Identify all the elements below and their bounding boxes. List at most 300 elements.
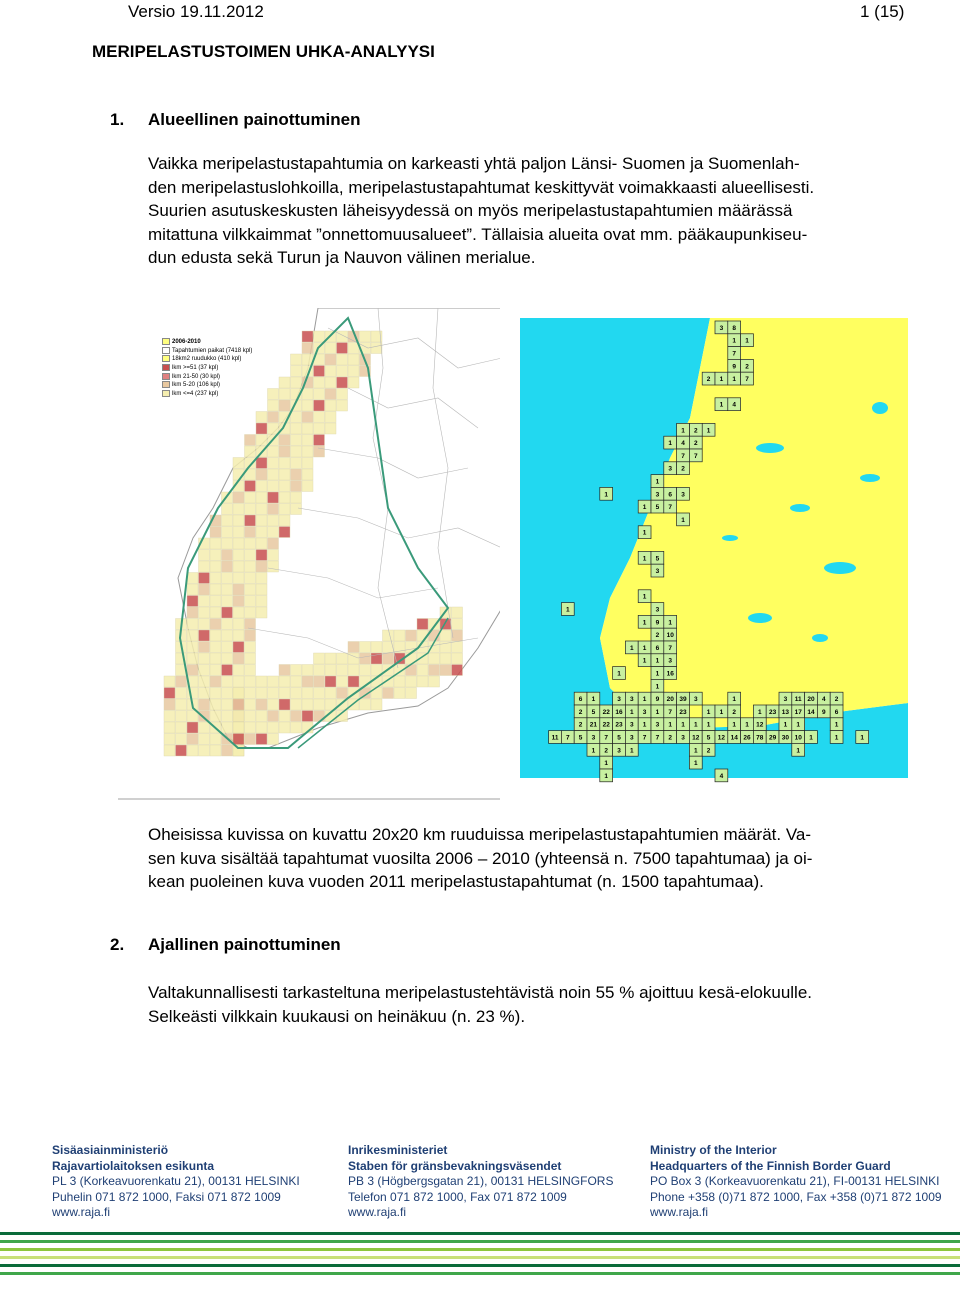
grid-cell (164, 699, 175, 710)
cell-count: 16 (666, 670, 674, 678)
grid-cell (440, 665, 451, 676)
grid-cell (256, 676, 267, 687)
grid-cell (452, 642, 463, 653)
grid-cell (210, 573, 221, 584)
grid-cell (268, 561, 279, 572)
cell-count: 3 (783, 696, 788, 704)
grid-cell (302, 331, 313, 342)
cell-count: 3 (591, 734, 596, 742)
cell-count: 7 (668, 644, 673, 652)
cell-count: 2 (681, 465, 685, 473)
section-1-heading (110, 110, 361, 130)
cell-count: 1 (642, 555, 647, 563)
grid-cell (199, 676, 210, 687)
cell-count: 5 (578, 734, 583, 742)
legend-item (162, 355, 282, 364)
cell-count: 7 (642, 734, 647, 742)
grid-cell (210, 584, 221, 595)
cell-count: 1 (693, 747, 698, 755)
footer-column-fi (52, 1143, 300, 1221)
grid-cell (302, 423, 313, 434)
cell-count: 6 (834, 708, 839, 716)
map-legend (162, 338, 282, 399)
grid-cell (302, 481, 313, 492)
footer-address: PL 3 (Korkeavuorenkatu 21), 00131 HELSINKI (52, 1174, 300, 1188)
grid-cell (268, 734, 279, 745)
grid-cell (325, 400, 336, 411)
grid-cell (199, 734, 210, 745)
cell-count: 1 (629, 747, 634, 755)
grid-cell (291, 469, 302, 480)
footer-stripe (0, 1272, 960, 1275)
footer-phone: Telefon 071 872 1000, Fax 071 872 1009 (348, 1189, 567, 1204)
cell-count: 2 (578, 708, 583, 716)
grid-cell (314, 412, 325, 423)
grid-cell (233, 665, 244, 676)
cell-count: 1 (629, 644, 634, 652)
grid-cell (187, 642, 198, 653)
cell-count: 3 (655, 721, 660, 729)
grid-cell (314, 665, 325, 676)
grid-cell (452, 619, 463, 630)
grid-cell (199, 584, 210, 595)
cell-count: 1 (604, 760, 609, 768)
footer-address: PB 3 (Högbergsgatan 21), 00131 HELSINGFORS (348, 1174, 614, 1188)
cell-count: 1 (642, 696, 647, 704)
cell-count: 1 (732, 721, 737, 729)
cell-count: 1 (757, 708, 762, 716)
grid-cell (279, 515, 290, 526)
grid-cell (187, 630, 198, 641)
grid-cell (222, 699, 233, 710)
grid-cell (256, 596, 267, 607)
section-2-heading (110, 935, 341, 955)
legend-label: lkm 5-20 (106 kpl) (172, 382, 221, 389)
cell-count: 1 (706, 427, 711, 435)
grid-cell (222, 561, 233, 572)
grid-cell (199, 642, 210, 653)
cell-count: 3 (681, 491, 685, 499)
cell-count: 12 (692, 734, 700, 742)
cell-count: 1 (565, 606, 570, 614)
grid-cell (210, 550, 221, 561)
cell-count: 7 (732, 350, 737, 358)
page-number: 1 (15) (860, 2, 905, 21)
grid-cell (222, 607, 233, 618)
cell-count: 1 (809, 734, 813, 742)
grid-cell (337, 331, 348, 342)
figure-caption (148, 823, 918, 894)
cell-count: 6 (668, 491, 673, 499)
cell-count: 2 (745, 363, 749, 371)
cell-count: 4 (681, 440, 685, 448)
cell-count: 1 (834, 721, 839, 729)
caption-line: Oheisissa kuvissa on kuvattu 20x20 km ruuduissa meripelastustapahtumien määrät. Va- (148, 825, 812, 844)
cell-count: 22 (602, 708, 610, 716)
cell-count: 1 (706, 721, 711, 729)
cell-count: 1 (642, 644, 647, 652)
grid-cell (268, 527, 279, 538)
grid-cell (210, 619, 221, 630)
cell-count: 23 (768, 708, 777, 716)
cell-count: 1 (796, 747, 801, 755)
grid-cell (199, 722, 210, 733)
cell-count: 3 (629, 696, 634, 704)
grid-cell (187, 665, 198, 676)
grid-cell (279, 400, 290, 411)
grid-cell (337, 343, 348, 354)
cell-count: 4 (821, 696, 826, 704)
footer-web-link[interactable]: www.raja.fi (348, 1205, 407, 1219)
grid-cell (233, 619, 244, 630)
cell-count: 1 (668, 440, 673, 448)
grid-cell (210, 596, 221, 607)
grid-cell (302, 400, 313, 411)
cell-count: 1 (642, 529, 647, 537)
footer-column-sv (348, 1143, 613, 1221)
footer-phone: Phone +358 (0)71 872 1000, Fax +358 (0)71 872 1009 (650, 1189, 942, 1204)
grid-cell (222, 619, 233, 630)
grid-cell (245, 573, 256, 584)
grid-cell (291, 676, 302, 687)
grid-cell (176, 722, 187, 733)
grid-cell (302, 446, 313, 457)
grid-cell (222, 711, 233, 722)
cell-count: 3 (642, 708, 647, 716)
cell-count: 1 (719, 708, 724, 716)
cell-count: 20 (807, 696, 815, 704)
grid-cell (210, 734, 221, 745)
grid-cell (302, 458, 313, 469)
grid-cell (302, 699, 313, 710)
grid-cell (302, 711, 313, 722)
grid-cell (233, 573, 244, 584)
cell-count: 13 (781, 708, 790, 716)
cell-count: 9 (655, 696, 660, 704)
cell-count: 1 (745, 337, 749, 345)
section-2-paragraph (148, 981, 918, 1028)
grid-cell (233, 550, 244, 561)
grid-cell (256, 458, 267, 469)
grid-cell (245, 711, 256, 722)
grid-cell (256, 550, 267, 561)
grid-cell (268, 458, 279, 469)
cell-count: 5 (655, 504, 660, 512)
cell-count: 2 (706, 747, 711, 755)
grid-cell (279, 469, 290, 480)
grid-cell (199, 699, 210, 710)
cell-count: 1 (604, 491, 609, 499)
grid-cell (291, 688, 302, 699)
cell-count: 7 (604, 734, 609, 742)
grid-cell (268, 711, 279, 722)
footer-org: Ministry of the Interior (650, 1143, 777, 1157)
cell-count: 3 (693, 696, 698, 704)
grid-cell (279, 711, 290, 722)
grid-cell (199, 630, 210, 641)
grid-cell (360, 665, 371, 676)
grid-cell (314, 423, 325, 434)
cell-count: 3 (655, 491, 660, 499)
footer-stripe (0, 1240, 960, 1243)
grid-cell (164, 734, 175, 745)
grid-cell (291, 366, 302, 377)
grid-cell (210, 561, 221, 572)
grid-cell (245, 653, 256, 664)
cell-count: 12 (717, 734, 726, 742)
grid-cell (164, 745, 175, 756)
cell-count: 3 (668, 465, 673, 473)
cell-count: 1 (860, 734, 865, 742)
grid-cell (348, 366, 359, 377)
grid-cell (176, 734, 187, 745)
grid-cell (187, 607, 198, 618)
grid-cell (256, 699, 267, 710)
cell-count: 7 (655, 734, 660, 742)
grid-cell (302, 412, 313, 423)
cell-count: 1 (642, 657, 647, 665)
cell-count: 23 (679, 708, 687, 716)
grid-cell (245, 688, 256, 699)
footer-stripe (0, 1256, 960, 1259)
grid-cell (256, 722, 267, 733)
legend-swatch (162, 364, 170, 371)
grid-cell (256, 607, 267, 618)
grid-cell (210, 745, 221, 756)
cell-count: 3 (617, 747, 621, 755)
grid-cell (268, 676, 279, 687)
section-1-title: Alueellinen painottuminen (148, 110, 361, 129)
grid-cell (164, 676, 175, 687)
grid-cell (314, 446, 325, 457)
grid-cell (222, 504, 233, 515)
cell-count: 1 (655, 657, 660, 665)
grid-cell (268, 400, 279, 411)
grid-cell (268, 515, 279, 526)
grid-cell (245, 492, 256, 503)
grid-cell (222, 676, 233, 687)
grid-cell (348, 642, 359, 653)
grid-cell (406, 688, 417, 699)
grid-cell (199, 745, 210, 756)
grid-cell (199, 688, 210, 699)
footer-column-en (650, 1143, 942, 1221)
grid-cell (256, 527, 267, 538)
grid-cell (245, 550, 256, 561)
grid-cell (233, 504, 244, 515)
grid-cell (452, 665, 463, 676)
paragraph-line: Suurien asutuskeskusten läheisyydessä on myös meripelastustapahtumien määrässä (148, 201, 793, 220)
grid-cell (210, 642, 221, 653)
cell-count: 10 (666, 632, 674, 640)
grid-cell (176, 745, 187, 756)
grid-cell (371, 688, 382, 699)
grid-cell (279, 492, 290, 503)
cell-count: 1 (719, 376, 724, 384)
cell-count: 11 (551, 734, 559, 742)
grid-cell (256, 711, 267, 722)
grid-cell (325, 688, 336, 699)
cell-count: 78 (756, 734, 764, 742)
cell-count: 1 (591, 696, 596, 704)
grid-cell (210, 653, 221, 664)
cell-count: 1 (655, 670, 660, 678)
cell-count: 1 (681, 721, 685, 729)
grid-cell (233, 699, 244, 710)
grid-cell (222, 515, 233, 526)
grid-cell (256, 412, 267, 423)
grid-cell (314, 653, 325, 664)
cell-count: 5 (655, 555, 660, 563)
paragraph-line: den meripelastuslohkoilla, meripelastustapahtumat keskittyvät voimakkaasti alueellisesti. (148, 177, 815, 197)
grid-cell (164, 688, 175, 699)
footer-phone: Puhelin 071 872 1000, Faksi 071 872 1009 (52, 1189, 281, 1204)
footer-stripe (0, 1248, 960, 1251)
grid-cell (245, 446, 256, 457)
grid-cell (187, 584, 198, 595)
grid-cell (210, 699, 221, 710)
legend-swatch (162, 373, 170, 380)
grid-cell (314, 377, 325, 388)
grid-cell (256, 573, 267, 584)
grid-cell (383, 653, 394, 664)
legend-label: Tapahtumien paikat (7418 kpl) (172, 347, 253, 354)
cell-count: 3 (681, 734, 685, 742)
cell-count: 1 (591, 747, 596, 755)
grid-cell (199, 665, 210, 676)
grid-cell (222, 573, 233, 584)
cell-count: 14 (807, 708, 815, 716)
grid-cell (210, 630, 221, 641)
cell-count: 7 (668, 504, 673, 512)
grid-cell (245, 734, 256, 745)
grid-cell (268, 699, 279, 710)
grid-cell (256, 504, 267, 515)
cell-count: 30 (781, 734, 790, 742)
cell-count: 1 (693, 721, 698, 729)
cell-count: 6 (578, 696, 583, 704)
grid-cell (245, 642, 256, 653)
grid-cell (176, 676, 187, 687)
grid-cell (429, 665, 440, 676)
document-title: MERIPELASTUSTOIMEN UHKA-ANALYYSI (92, 42, 435, 61)
footer-web-link[interactable]: www.raja.fi (52, 1205, 111, 1219)
paragraph-line: dun edusta sekä Turun ja Nauvon välinen merialue. (148, 248, 536, 267)
grid-cell (279, 722, 290, 733)
grid-cell (279, 676, 290, 687)
cell-count: 1 (617, 670, 621, 678)
cell-count: 2 (604, 747, 609, 755)
grid-cell (314, 400, 325, 411)
grid-cell (360, 653, 371, 664)
grid-cell (291, 699, 302, 710)
footer-address: PO Box 3 (Korkeavuorenkatu 21), FI-00131 HELSINKI (650, 1174, 940, 1188)
cell-count: 2 (834, 696, 839, 704)
grid-cell (279, 688, 290, 699)
cell-count: 12 (756, 721, 764, 729)
grid-cell (325, 354, 336, 365)
footer-web-link[interactable]: www.raja.fi (650, 1205, 709, 1219)
grid-cell (245, 699, 256, 710)
cell-count: 23 (615, 721, 623, 729)
grid-cell (360, 642, 371, 653)
grid-cell (325, 676, 336, 687)
grid-cell (210, 676, 221, 687)
grid-cell (268, 492, 279, 503)
cell-count: 1 (706, 708, 711, 716)
grid-cell (268, 446, 279, 457)
grid-cell (348, 377, 359, 388)
grid-cell (291, 504, 302, 515)
grid-cell (268, 688, 279, 699)
cell-count: 21 (589, 721, 598, 729)
footer-stripe (0, 1264, 960, 1267)
cell-count: 3 (668, 657, 673, 665)
cell-count: 11 (794, 696, 802, 704)
grid-cell (176, 699, 187, 710)
legend-year (162, 338, 282, 347)
grid-cell (245, 435, 256, 446)
grid-cell (187, 619, 198, 630)
legend-swatch (162, 355, 170, 362)
section-2-title: Ajallinen painottuminen (148, 935, 341, 954)
grid-cell (199, 561, 210, 572)
cell-count: 1 (604, 772, 609, 780)
legend-year-label: 2006-2010 (172, 339, 201, 346)
grid-cell (233, 676, 244, 687)
grid-cell (337, 354, 348, 365)
grid-cell (291, 435, 302, 446)
cell-count: 4 (732, 401, 737, 409)
right-map-2011 (500, 308, 908, 800)
cell-count: 7 (668, 708, 673, 716)
grid-cell (245, 584, 256, 595)
cell-count: 1 (745, 721, 749, 729)
grid-cell (452, 630, 463, 641)
cell-count: 1 (732, 696, 737, 704)
grid-cell (222, 630, 233, 641)
grid-cell (245, 504, 256, 515)
cell-count: 3 (629, 721, 634, 729)
grid-cell (187, 573, 198, 584)
legend-swatch (162, 347, 170, 354)
cell-count: 1 (655, 478, 660, 486)
grid-cell (245, 607, 256, 618)
grid-cell (210, 607, 221, 618)
grid-cell (187, 734, 198, 745)
grid-cell (187, 596, 198, 607)
grid-cell (360, 699, 371, 710)
grid-cell (452, 607, 463, 618)
cell-count: 5 (591, 708, 596, 716)
grid-cell (325, 665, 336, 676)
grid-cell (291, 711, 302, 722)
grid-cell (302, 676, 313, 687)
cell-count: 1 (629, 708, 634, 716)
grid-cell (337, 400, 348, 411)
cell-count: 4 (719, 772, 724, 780)
grid-cell (233, 711, 244, 722)
grid-cell (222, 538, 233, 549)
caption-line: kean puoleinen kuva vuoden 2011 meripelastustapahtumat (n. 1500 tapahtumaa). (148, 872, 764, 891)
grid-cell (233, 584, 244, 595)
grid-cell (371, 699, 382, 710)
grid-cell (222, 596, 233, 607)
grid-cell (337, 653, 348, 664)
grid-cell (279, 699, 290, 710)
grid-cell (256, 584, 267, 595)
cell-count: 1 (668, 721, 673, 729)
